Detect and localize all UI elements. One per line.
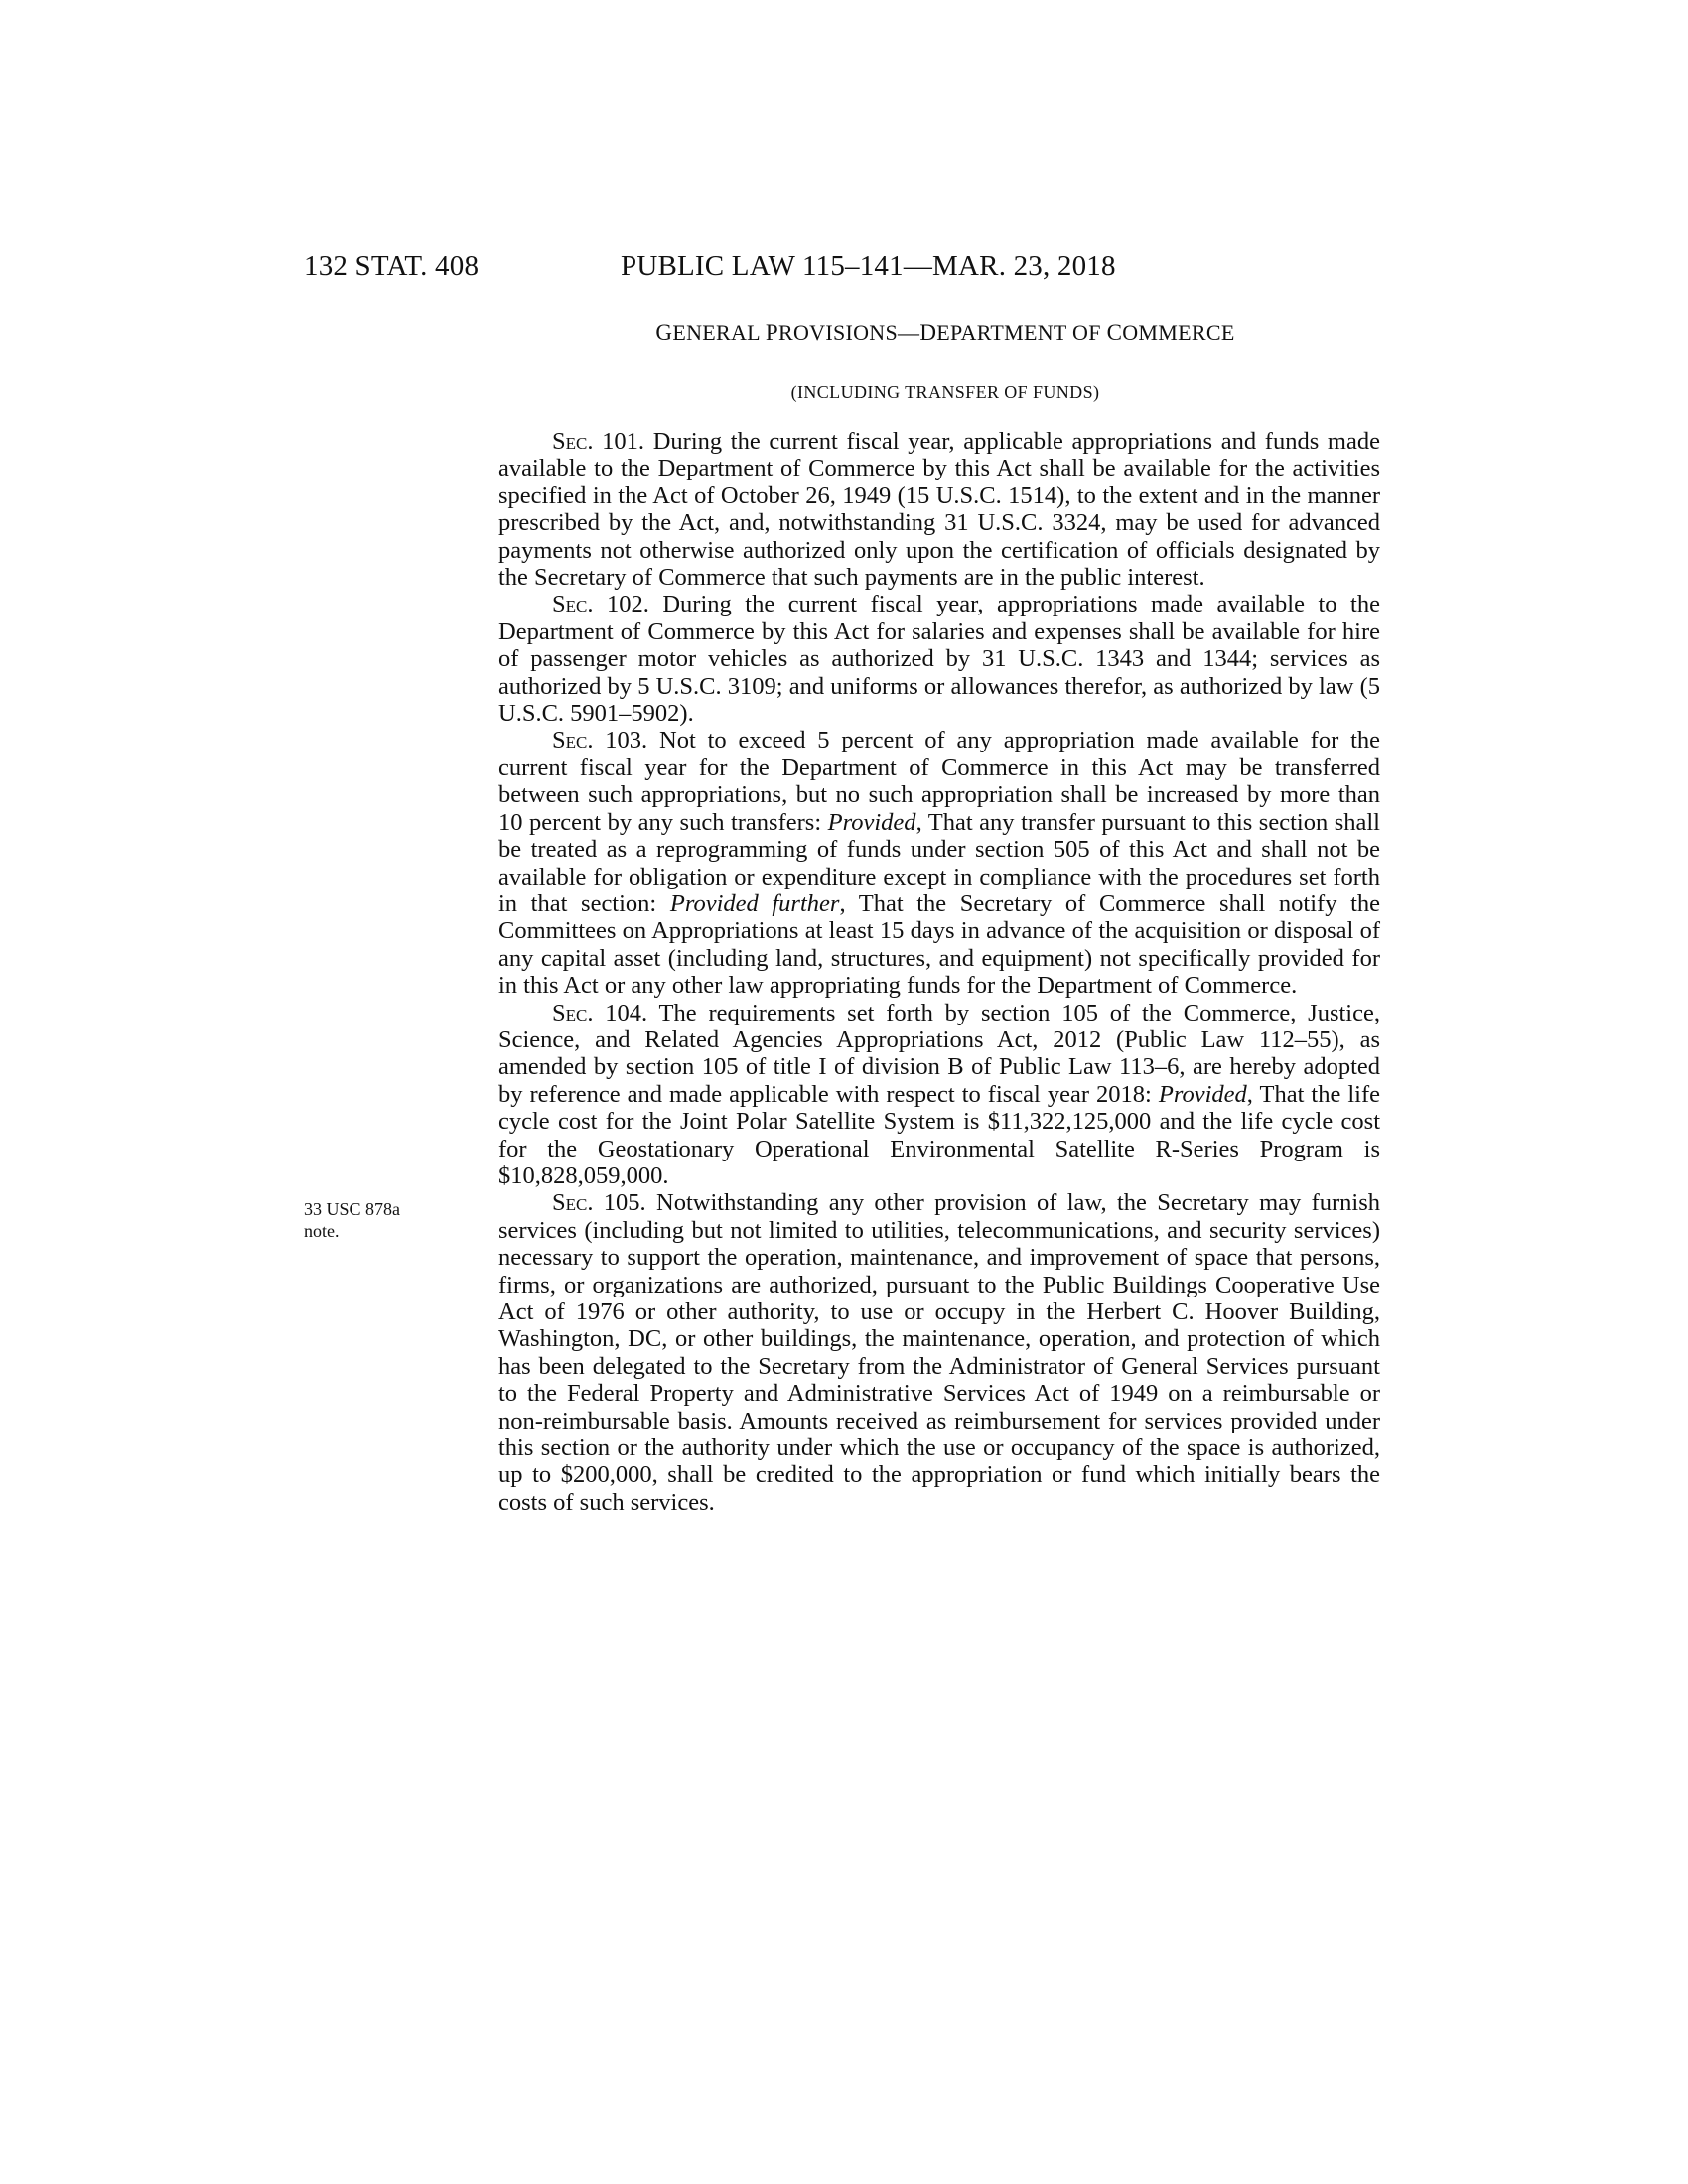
- section-label: Sec. 102.: [552, 591, 649, 618]
- provided-italic: Provided: [827, 808, 916, 836]
- page-header: [0, 250, 1688, 290]
- section-heading: GENERAL PROVISIONS—DEPARTMENT OF COMMERCE: [655, 320, 1235, 344]
- section-102: Sec. 102. During the current fiscal year, appropriations made available to the Department of Commerce by this Act for salaries and expenses shall be available for hire of passenger motor vehicles as authorized by 31 U.S.C. 1343 and 1344; services as authorized by 5 U.S.C. 3109; and uniforms or allowances therefor, as authorized by law (5 U.S.C. 5901–5902).: [498, 591, 1380, 728]
- document-body: [498, 428, 1380, 1516]
- section-103: Sec. 103. Not to exceed 5 percent of any appropriation made available for the current fiscal year for the Department of Commerce in this Act may be transferred between such appropriations, but no such appropriation shall be increased by more than 10 percent by any such transfers: Provided, That any transfer pursuant to this section shall be treated as a reprogramming of funds under section 505 of this Act and shall not be available for obligation or expenditure except in compliance with the procedures set forth in that section: Provided further, That the Secretary of Commerce shall notify the Committees on Appropriations at least 15 days in advance of the acquisition or disposal of any capital asset (including land, structures, and equipment) not specifically provided for in this Act or any other law appropriating funds for the Department of Commerce.: [498, 727, 1381, 1000]
- section-104: Sec. 104. The requirements set forth by section 105 of the Commerce, Justice, Science, and Related Agencies Appropriations Act, 2012 (Public Law 112–55), as amended by section 105 of title I of division B of Public Law 113–6, are hereby adopted by reference and made applicable with respect to fiscal year 2018: Provided, That the life cycle cost for the Joint Polar Satellite System is $11,322,125,000 and the life cycle cost for the Geostationary Operational Environmental Satellite R-Series Program is $10,828,059,000.: [498, 999, 1380, 1189]
- margin-note-citation: 33 USC 878a: [304, 1199, 401, 1219]
- section-105: Sec. 105. Notwithstanding any other provision of law, the Secretary may furnish services (including but not limited to utilities, telecommunications, and security services) necessary to support the operation, maintenance, and improvement of space that persons, firms, or organizations are authorized, pursuant to the Public Buildings Cooperative Use Act of 1976 or other authority, to use or occupy in the Herbert C. Hoover Building, Washington, DC, or other buildings, the maintenance, operation, and protection of which has been delegated to the Secretary from the Administrator of General Services pursuant to the Federal Property and Administrative Services Act of 1949 on a reimbursable or non-reimbursable basis. Amounts received as reimbursement for services provided under this section or the authority under which the use or occupancy of the space is authorized, up to $200,000, shall be credited to the appropriation or fund which initially bears the costs of such services.: [498, 1189, 1380, 1516]
- section-label: Sec. 103.: [552, 727, 648, 754]
- statute-page-reference: 132 STAT. 408: [304, 250, 480, 282]
- section-101: Sec. 101. During the current fiscal year, applicable appropriations and funds made available to the Department of Commerce by this Act shall be available for the activities specified in the Act of October 26, 1949 (15 U.S.C. 1514), to the extent and in the manner prescribed by the Act, and, notwithstanding 31 U.S.C. 3324, may be used for advanced payments not otherwise authorized only upon the certification of officials designated by the Secretary of Commerce that such payments are in the public interest.: [498, 428, 1380, 592]
- section-label: Sec. 101.: [552, 428, 645, 455]
- section-label: Sec. 105.: [552, 1189, 646, 1217]
- section-label: Sec. 104.: [552, 999, 648, 1026]
- provided-italic: Provided: [1158, 1080, 1247, 1108]
- margin-note: [304, 1198, 463, 1242]
- provided-further-italic: Provided further: [669, 889, 840, 917]
- public-law-title: PUBLIC LAW 115–141—MAR. 23, 2018: [621, 250, 1116, 282]
- section-subheading: (INCLUDING TRANSFER OF FUNDS): [790, 382, 1100, 402]
- margin-note-label: note.: [304, 1221, 340, 1241]
